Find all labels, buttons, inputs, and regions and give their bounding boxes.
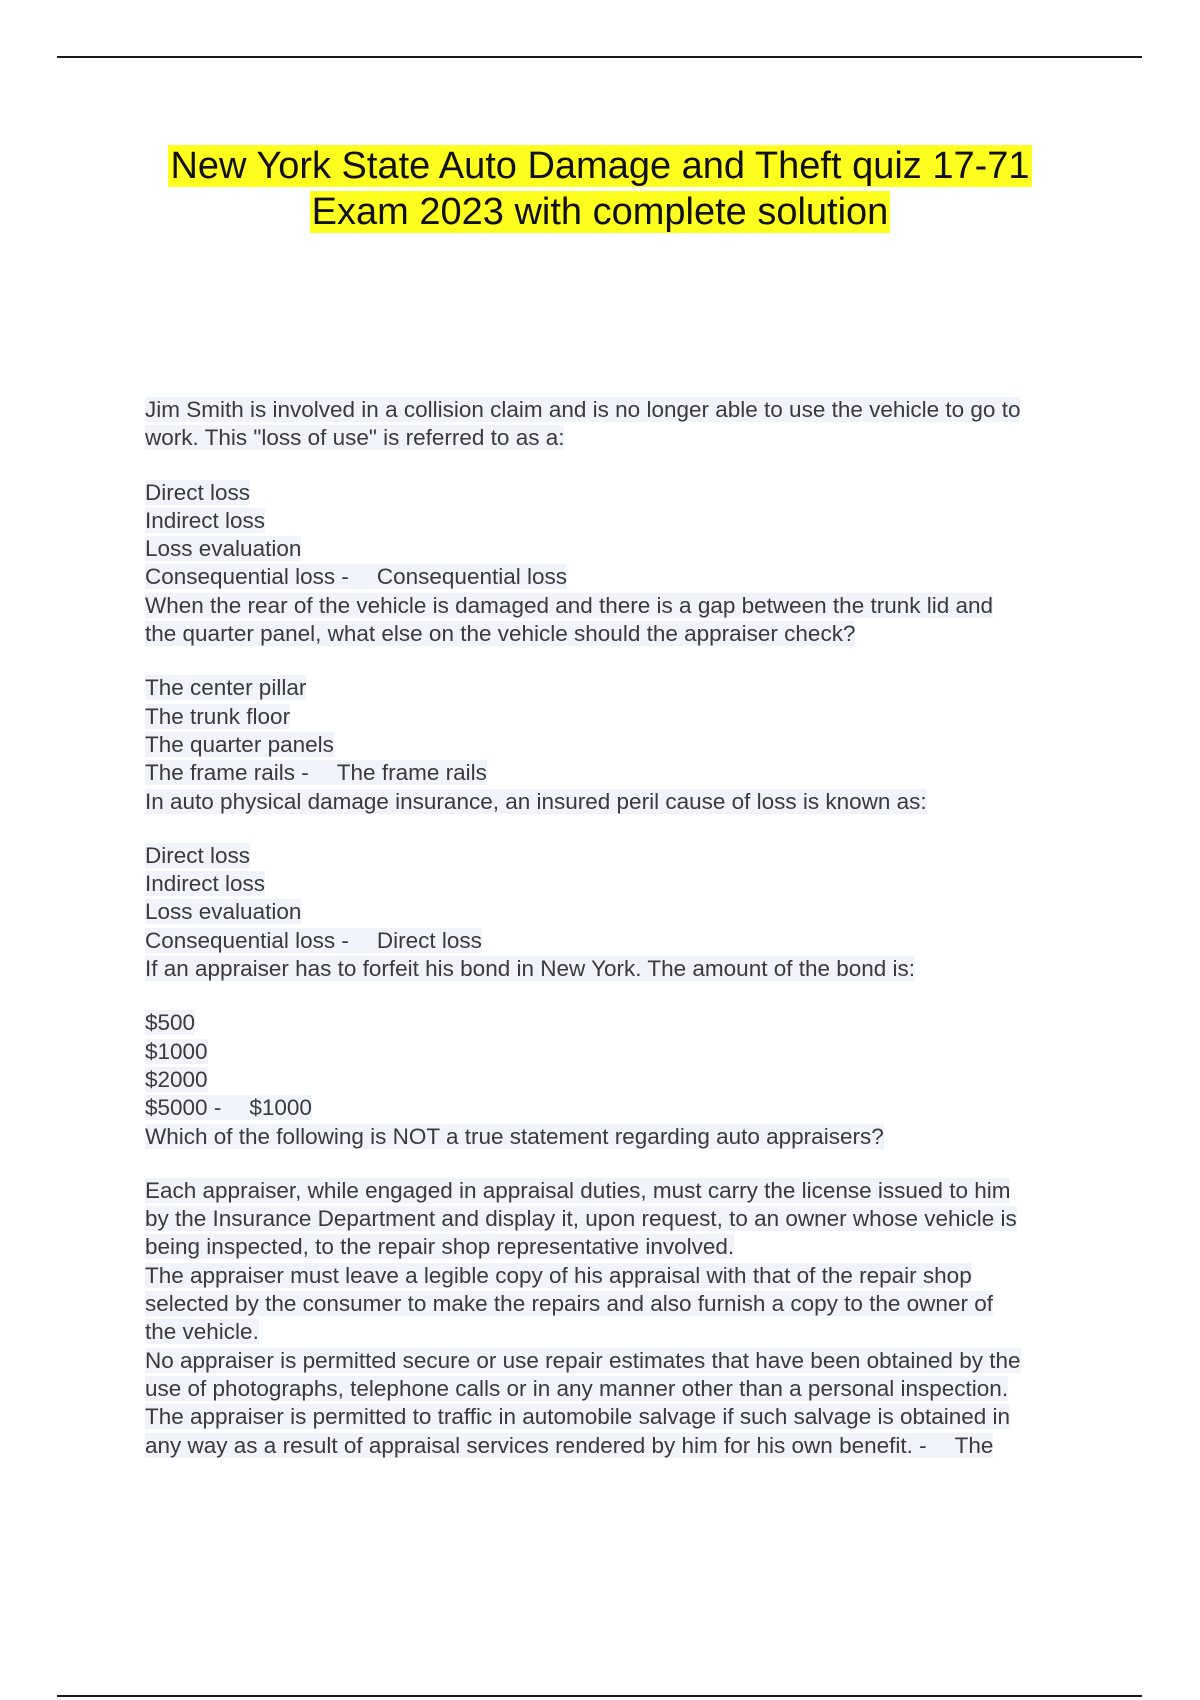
answer-option: the vehicle. [145,1319,259,1345]
footer-rule [57,1695,1142,1697]
document-title [100,143,1100,235]
answer-option: by the Insurance Department and display it, upon request, to an owner whose vehicle is [145,1206,1017,1232]
question-block [145,788,1095,955]
answer-option: $2000 [145,1066,208,1092]
answer-option: $5000 - $1000 [145,1095,312,1121]
question-prompt-line: In auto physical damage insurance, an insured peril cause of loss is known as: [145,788,927,814]
answer-option: being inspected, to the repair shop representative involved. [145,1234,735,1260]
question-prompt-line: work. This "loss of use" is referred to as a: [145,425,565,451]
correct-answer: Direct loss [376,927,482,953]
answer-option: The appraiser must leave a legible copy of his appraisal with that of the repair shop [145,1262,972,1288]
correct-answer: Consequential loss [376,564,567,590]
answer-option: Loss evaluation [145,536,302,562]
title-line-2: Exam 2023 with complete solution [311,191,889,233]
correct-answer: The [954,1432,994,1458]
answer-option: The frame rails - The frame rails [145,760,487,786]
question-prompt-line: When the rear of the vehicle is damaged and there is a gap between the trunk lid and [145,592,994,618]
correct-answer: The frame rails [336,760,487,786]
answer-option: use of photographs, telephone calls or in any manner other than a personal inspection. [145,1375,1009,1401]
answer-option: The trunk floor [145,703,291,729]
answer-option: selected by the consumer to make the repairs and also furnish a copy to the owner of [145,1291,993,1317]
answer-option: Each appraiser, while engaged in appraisal duties, must carry the license issued to him [145,1177,1011,1203]
answer-option: No appraiser is permitted secure or use repair estimates that have been obtained by the [145,1347,1021,1373]
question-prompt-line: Jim Smith is involved in a collision claim and is no longer able to use the vehicle to go to [145,397,1021,422]
question-prompt-line: the quarter panel, what else on the vehicle should the appraiser check? [145,621,856,647]
title-line-1: New York State Auto Damage and Theft quiz 17-71 [170,145,1030,187]
question-block [145,955,1095,1122]
question-prompt-line: If an appraiser has to forfeit his bond in New York. The amount of the bond is: [145,956,916,982]
answer-option: $500 [145,1010,196,1036]
answer-option: Direct loss [145,479,251,505]
answer-option: Loss evaluation [145,899,302,925]
answer-option: Direct loss [145,842,251,868]
quiz-content [145,396,1095,1460]
answer-option: The appraiser is permitted to traffic in automobile salvage if such salvage is obtained in [145,1404,1011,1430]
answer-option: The center pillar [145,675,307,701]
answer-option: Consequential loss - Direct loss [145,927,482,953]
answer-option: Consequential loss - Consequential loss [145,564,567,590]
answer-option: any way as a result of appraisal services rendered by him for his own benefit. - The [145,1432,994,1458]
correct-answer: $1000 [249,1095,312,1121]
header-rule [57,56,1142,58]
question-block [145,592,1095,788]
answer-option: Indirect loss [145,871,266,897]
question-block [145,396,1095,592]
answer-option: $1000 [145,1038,208,1064]
answer-option: Indirect loss [145,507,266,533]
question-block [145,1123,1095,1460]
answer-option: The quarter panels [145,731,334,757]
question-prompt-line: Which of the following is NOT a true statement regarding auto appraisers? [145,1123,884,1149]
